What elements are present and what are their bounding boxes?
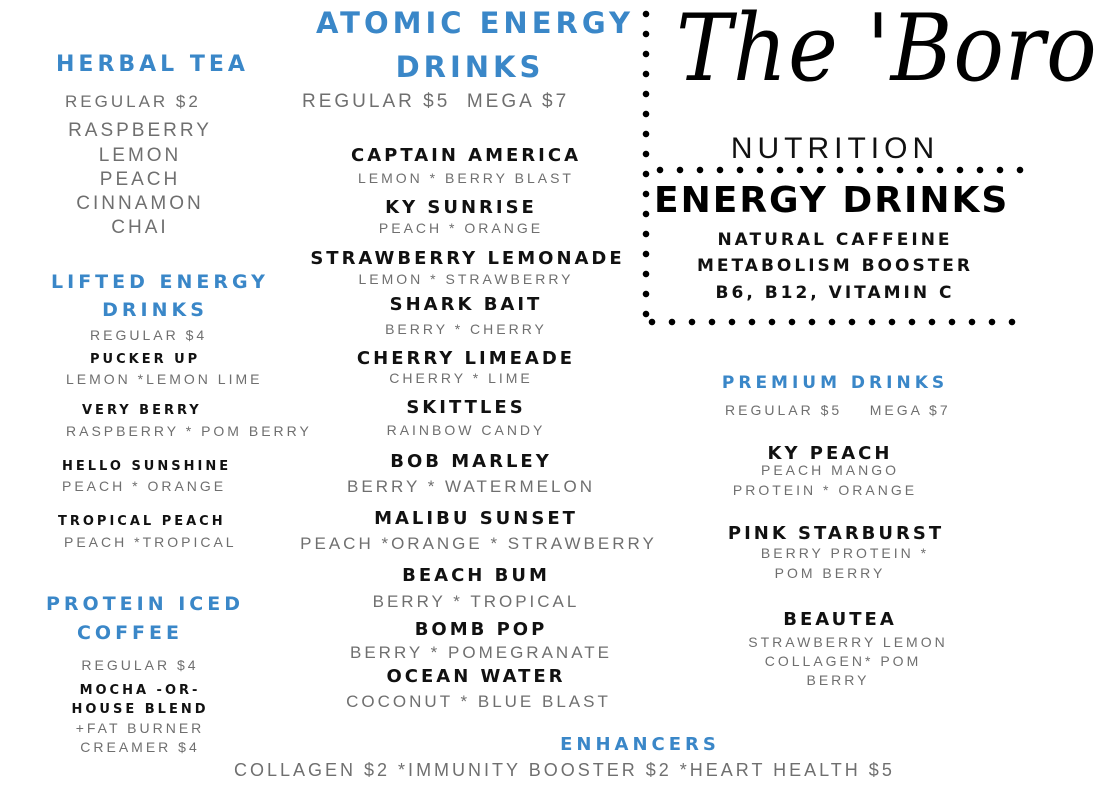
atomic-item-flavors: BERRY * WATERMELON [347, 477, 595, 496]
dotted-divider-bottom [642, 318, 1024, 326]
lifted-price: REGULAR $4 [90, 327, 208, 343]
premium-item-line: COLLAGEN* POM [764, 653, 922, 669]
atomic-item-name: BOB MARLEY [390, 451, 552, 472]
atomic-item-flavors: BERRY * CHERRY [385, 321, 547, 337]
atomic-title-line1: ATOMIC ENERGY [315, 6, 635, 40]
atomic-item-flavors: LEMON * STRAWBERRY [358, 271, 574, 287]
premium-item-line: STRAWBERRY LEMON [748, 634, 948, 650]
feature-vitamins: B6, B12, VITAMIN C [715, 283, 955, 303]
atomic-item-name: BOMB POP [414, 619, 548, 640]
atomic-item-flavors: BERRY * POMEGRANATE [350, 643, 612, 662]
herbal-flavor: PEACH [99, 169, 181, 190]
protein-coffee-extra-line2: CREAMER $4 [80, 739, 200, 755]
herbal-flavor: CINNAMON [76, 193, 204, 214]
premium-item-line: BERRY [806, 672, 870, 688]
atomic-item-flavors: PEACH * ORANGE [378, 220, 544, 236]
atomic-title-line2: DRINKS [395, 50, 545, 84]
atomic-item-name: BEACH BUM [402, 565, 550, 586]
atomic-item-flavors: RAINBOW CANDY [386, 422, 546, 438]
protein-coffee-title-line2: COFFEE [76, 622, 183, 644]
lifted-item-flavors: LEMON *LEMON LIME [66, 371, 263, 387]
lifted-item-flavors: PEACH * ORANGE [62, 478, 227, 494]
atomic-item-name: CHERRY LIMEADE [356, 348, 576, 369]
feature-caffeine: NATURAL CAFFEINE [717, 230, 953, 250]
atomic-item-flavors: PEACH *ORANGE * STRAWBERRY [300, 534, 657, 553]
protein-coffee-price: REGULAR $4 [81, 657, 199, 673]
protein-coffee-extra-line1: +FAT BURNER [75, 720, 205, 736]
atomic-item-flavors: CHERRY * LIME [389, 370, 533, 386]
logo-subtitle: NUTRITION [730, 132, 940, 165]
herbal-tea-price: REGULAR $2 [65, 92, 201, 111]
protein-coffee-item-line2: HOUSE BLEND [71, 702, 209, 717]
lifted-item-name: HELLO SUNSHINE [62, 459, 232, 474]
premium-item-line: BERRY PROTEIN * [760, 545, 930, 561]
lifted-item-flavors: RASPBERRY * POM BERRY [66, 423, 312, 439]
premium-item-line: POM BERRY [774, 565, 886, 581]
atomic-item-name: SKITTLES [406, 397, 526, 418]
lifted-item-name: TROPICAL PEACH [58, 514, 226, 529]
energy-drinks-title: ENERGY DRINKS [654, 180, 1010, 221]
atomic-item-name: CAPTAIN AMERICA [350, 145, 581, 166]
herbal-flavor: RASPBERRY [68, 120, 212, 141]
lifted-item-name: PUCKER UP [90, 352, 201, 367]
atomic-price: REGULAR $5 MEGA $7 [302, 91, 570, 112]
atomic-item-flavors: BERRY * TROPICAL [372, 592, 580, 611]
lifted-item-name: VERY BERRY [82, 403, 202, 418]
atomic-item-flavors: LEMON * BERRY BLAST [358, 170, 574, 186]
enhancers-title: ENHANCERS [560, 734, 720, 755]
atomic-item-name: KY SUNRISE [385, 197, 537, 218]
lifted-title-line2: DRINKS [102, 299, 208, 321]
premium-item-name: KY PEACH [767, 443, 893, 464]
premium-item-line: PROTEIN * ORANGE [732, 482, 918, 498]
dotted-divider-top [650, 166, 1024, 174]
herbal-tea-title: HERBAL TEA [56, 52, 249, 77]
protein-coffee-title-line1: PROTEIN ICED [46, 593, 244, 615]
atomic-item-name: MALIBU SUNSET [374, 508, 578, 529]
logo: The 'Boro [676, 0, 1098, 102]
enhancers-list: COLLAGEN $2 *IMMUNITY BOOSTER $2 *HEART HEALTH $5 [234, 760, 895, 780]
feature-metabolism: METABOLISM BOOSTER [696, 256, 973, 276]
premium-item-name: BEAUTEA [783, 609, 897, 630]
herbal-flavor: LEMON [98, 145, 182, 166]
premium-item-name: PINK STARBURST [727, 523, 945, 544]
premium-item-line: PEACH MANGO [760, 462, 899, 478]
atomic-item-flavors: COCONUT * BLUE BLAST [346, 692, 611, 711]
protein-coffee-item-line1: MOCHA -OR- [79, 683, 201, 698]
herbal-flavor: CHAI [111, 217, 169, 238]
premium-title: PREMIUM DRINKS [721, 373, 949, 393]
lifted-title-line1: LIFTED ENERGY [51, 271, 269, 293]
premium-price: REGULAR $5 MEGA $7 [725, 402, 951, 418]
atomic-item-name: OCEAN WATER [386, 666, 566, 687]
atomic-item-name: STRAWBERRY LEMONADE [310, 248, 625, 269]
lifted-item-flavors: PEACH *TROPICAL [64, 534, 237, 550]
atomic-item-name: SHARK BAIT [389, 294, 543, 315]
